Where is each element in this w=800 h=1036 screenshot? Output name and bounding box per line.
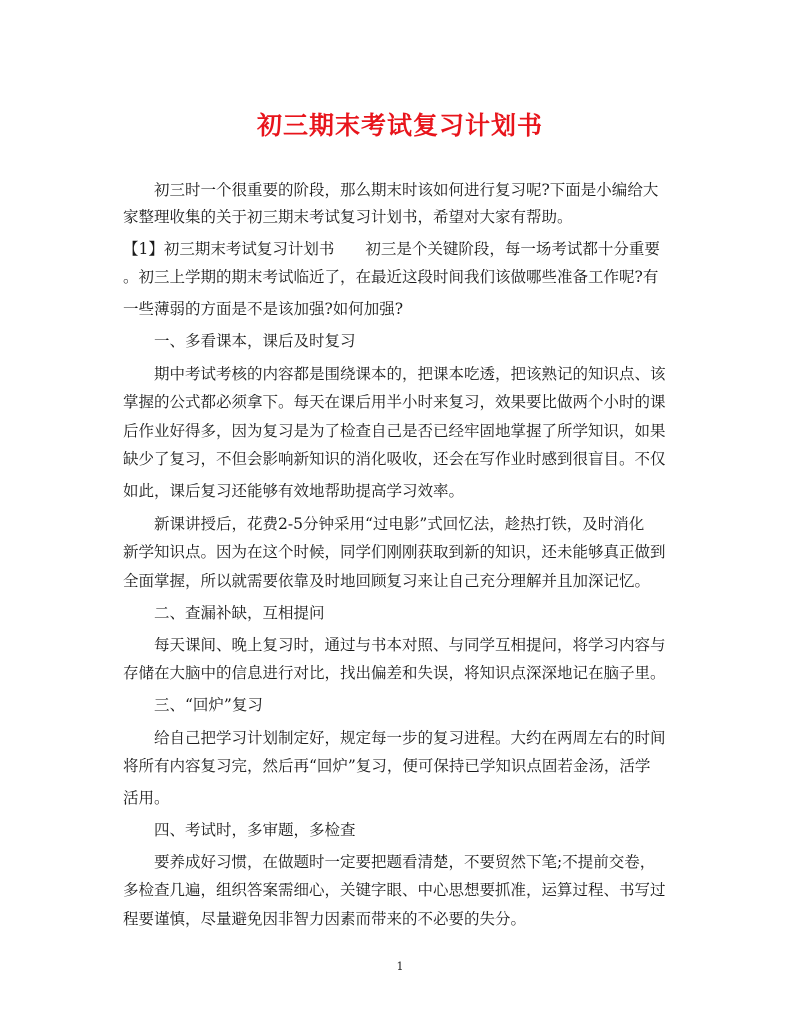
- body-line: 活用。: [123, 789, 170, 807]
- body-line: 全面掌握，所以就需要依靠及时地回顾复习来让自己充分理解并且加深记忆。: [123, 572, 651, 590]
- body-line: 后作业好得多，因为复习是为了检查自己是否已经牢固地掌握了所学知识，如果: [123, 422, 666, 440]
- body-line: 二、查漏补缺，互相提问: [123, 604, 325, 622]
- body-line: 缺少了复习，不但会影响新知识的消化吸收，还会在写作业时感到很盲目。不仅: [123, 450, 666, 468]
- page-number: 1: [396, 960, 404, 973]
- body-line: 期中考试考核的内容都是围绕课本的，把课本吃透，把该熟记的知识点、该: [123, 365, 666, 383]
- body-line: 【1】初三期末考试复习计划书 初三是个关键阶段，每一场考试都十分重要: [123, 240, 660, 258]
- body-line: 多检查几遍，组织答案需细心，关键字眼、中心思想要抓准，运算过程、书写过: [123, 881, 666, 899]
- body-line: 新课讲授后，花费2-5分钟采用“过电影”式回忆法，趁热打铁，及时消化: [123, 515, 645, 533]
- body-line: 存储在大脑中的信息进行对比，找出偏差和失误，将知识点深深地记在脑子里。: [123, 664, 666, 682]
- body-line: 掌握的公式都必须拿下。每天在课后用半小时来复习，效果要比做两个小时的课: [123, 393, 666, 411]
- body-line: 程要谨慎，尽量避免因非智力因素而带来的不必要的失分。: [123, 910, 527, 928]
- body-line: 要养成好习惯，在做题时一定要把题看清楚，不要贸然下笔;不提前交卷，: [123, 853, 656, 871]
- body-line: 。初三上学期的期末考试临近了，在最近这段时间我们该做哪些准备工作呢?有: [123, 268, 659, 286]
- body-line: 给自己把学习计划制定好，规定每一步的复习进程。大约在两周左右的时间: [123, 729, 666, 747]
- body-line: 新学知识点。因为在这个时候，同学们刚刚获取到新的知识，还未能够真正做到: [123, 543, 666, 561]
- body-line: 家整理收集的关于初三期末考试复习计划书，希望对大家有帮助。: [123, 208, 573, 226]
- document-title: 初三期末考试复习计划书: [256, 111, 543, 140]
- body-line: 一些薄弱的方面是不是该加强?如何加强?: [123, 300, 404, 318]
- body-line: 四、考试时，多审题，多检查: [123, 821, 356, 839]
- body-line: 初三时一个很重要的阶段，那么期末时该如何进行复习呢?下面是小编给大: [123, 181, 659, 199]
- body-line: 如此，课后复习还能够有效地帮助提高学习效率。: [123, 482, 465, 500]
- body-line: 将所有内容复习完，然后再“回炉”复习，便可保持已学知识点固若金汤，活学: [123, 757, 651, 775]
- body-line: 一、多看课本，课后及时复习: [123, 332, 356, 350]
- body-line: 每天课间、晚上复习时，通过与书本对照、与同学互相提问，将学习内容与: [123, 636, 666, 654]
- body-line: 三、“回炉”复习: [123, 696, 263, 714]
